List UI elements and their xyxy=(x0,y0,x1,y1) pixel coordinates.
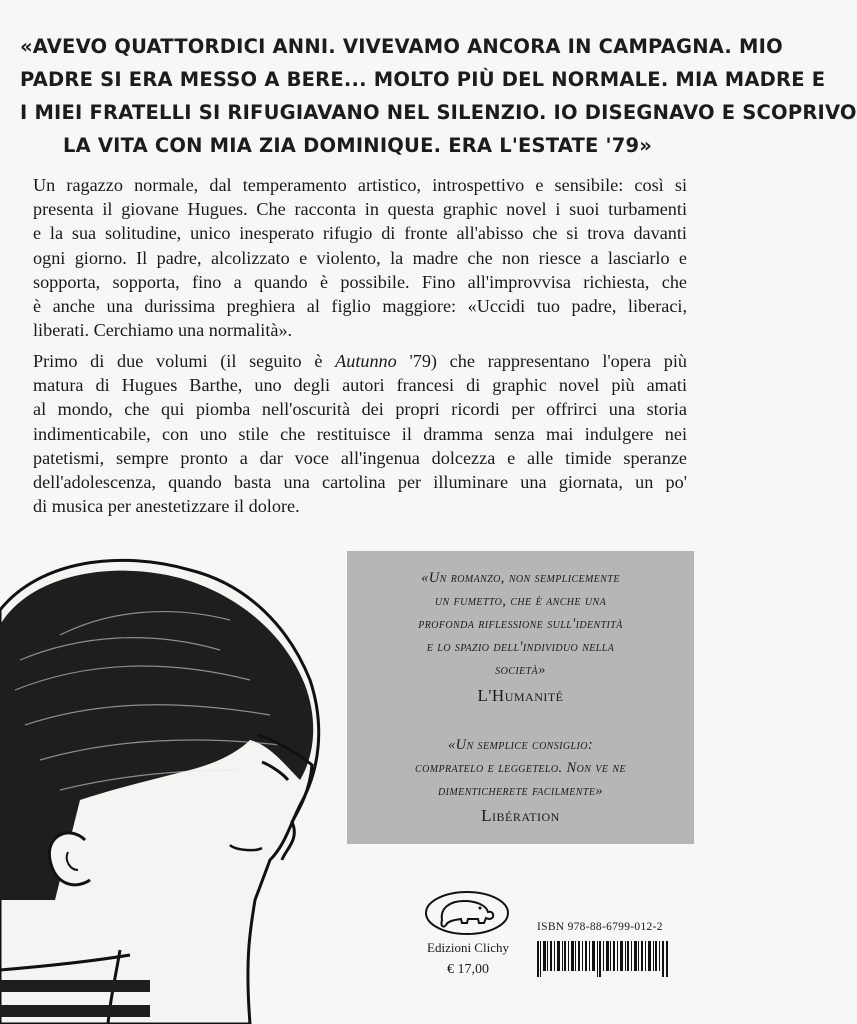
text-fragment: Primo di due volumi (il seguito è xyxy=(33,351,336,371)
press-quote-line: e lo spazio dell'individuo nella xyxy=(426,639,615,655)
publisher-logo xyxy=(422,890,512,941)
press-source: Libération xyxy=(481,806,560,825)
press-quotes-box xyxy=(347,551,694,844)
text-line: di musica per anestetizzare il dolore. xyxy=(33,496,300,517)
press-quote-line: «Un romanzo, non semplicemente xyxy=(421,570,620,586)
quote-line: PADRE SI ERA MESSO A BERE... MOLTO PIÙ DEL NORMALE. MIA MADRE E xyxy=(20,68,826,91)
elephant-logo-icon xyxy=(424,890,510,936)
text-line: sopporta, sopporta, fino a quando è possibile. Fino all'improvvisa richiesta, che xyxy=(33,271,687,292)
press-quote-line: compratelo e leggetelo. Non ve ne xyxy=(415,760,626,776)
quote-line: I MIEI FRATELLI SI RIFUGIAVANO NEL SILENZIO. IO DISEGNAVO E SCOPRIVO xyxy=(20,101,857,124)
boy-portrait-illustration xyxy=(0,540,400,1024)
author-paragraph xyxy=(33,349,687,518)
price: € 17,00 xyxy=(447,962,489,977)
handwritten-quote xyxy=(20,30,857,162)
press-quote-line: società» xyxy=(495,662,546,678)
isbn-number: ISBN 978-88-6799-012-2 xyxy=(537,921,663,933)
text-line: matura di Hugues Barthe, uno degli autori francesi di graphic novel più amati xyxy=(33,375,687,396)
text-line: Un ragazzo normale, dal temperamento artistico, introspettivo e sensibile: così si xyxy=(33,175,687,195)
press-quote xyxy=(347,734,694,803)
text-line: indimenticabile, con uno stile che restituisce il dramma senza mai indulgere nei xyxy=(33,423,687,444)
press-quote-line: un fumetto, che è anche una xyxy=(434,593,607,609)
barcode-icon xyxy=(537,941,669,977)
press-source: L'Humanité xyxy=(477,686,564,705)
text-line: ogni giorno. Il padre, alcolizzato e violento, la madre che non riesce a lasciarlo e xyxy=(33,247,687,268)
text-line xyxy=(33,349,687,373)
synopsis-paragraph xyxy=(33,173,687,342)
text-fragment: '79) che rappresentano l'opera più xyxy=(396,351,687,371)
book-title-autunno: Autunno xyxy=(335,351,397,371)
press-quote-line: dimenticherete facilmente» xyxy=(438,783,603,799)
text-line: liberati. Cerchiamo una normalità». xyxy=(33,320,293,341)
text-line: patetismi, sempre pronto a dar voce all'ingenua dolcezza e alle timide speranze xyxy=(33,447,687,468)
text-line: presenta il giovane Hugues. Che racconta in questa graphic novel i suoi turbamenti xyxy=(33,199,687,220)
quote-line: «AVEVO QUATTORDICI ANNI. VIVEVAMO ANCORA IN CAMPAGNA. MIO xyxy=(20,35,783,58)
text-line: al mondo, che qui piomba nell'oscurità dei propri ricordi per offrirci una storia xyxy=(33,399,687,420)
quote-line: LA VITA CON MIA ZIA DOMINIQUE. ERA L'ESTATE '79» xyxy=(62,134,653,157)
text-line: e la sua solitudine, unico inesperato rifugio di fronte all'abisso che si trova davanti xyxy=(33,223,687,244)
text-line: dell'adolescenza, quando basta una cartolina per illuminare una giornata, un po' xyxy=(33,472,687,493)
publisher-name: Edizioni Clichy xyxy=(427,940,509,955)
text-line: è anche una durissima preghiera al figlio maggiore: «Uccidi tuo padre, liberaci, xyxy=(33,296,687,317)
press-quote xyxy=(347,567,694,682)
press-quote-line: «Un semplice consiglio: xyxy=(447,737,594,753)
press-quote-line: profonda riflessione sull'identità xyxy=(418,616,623,632)
